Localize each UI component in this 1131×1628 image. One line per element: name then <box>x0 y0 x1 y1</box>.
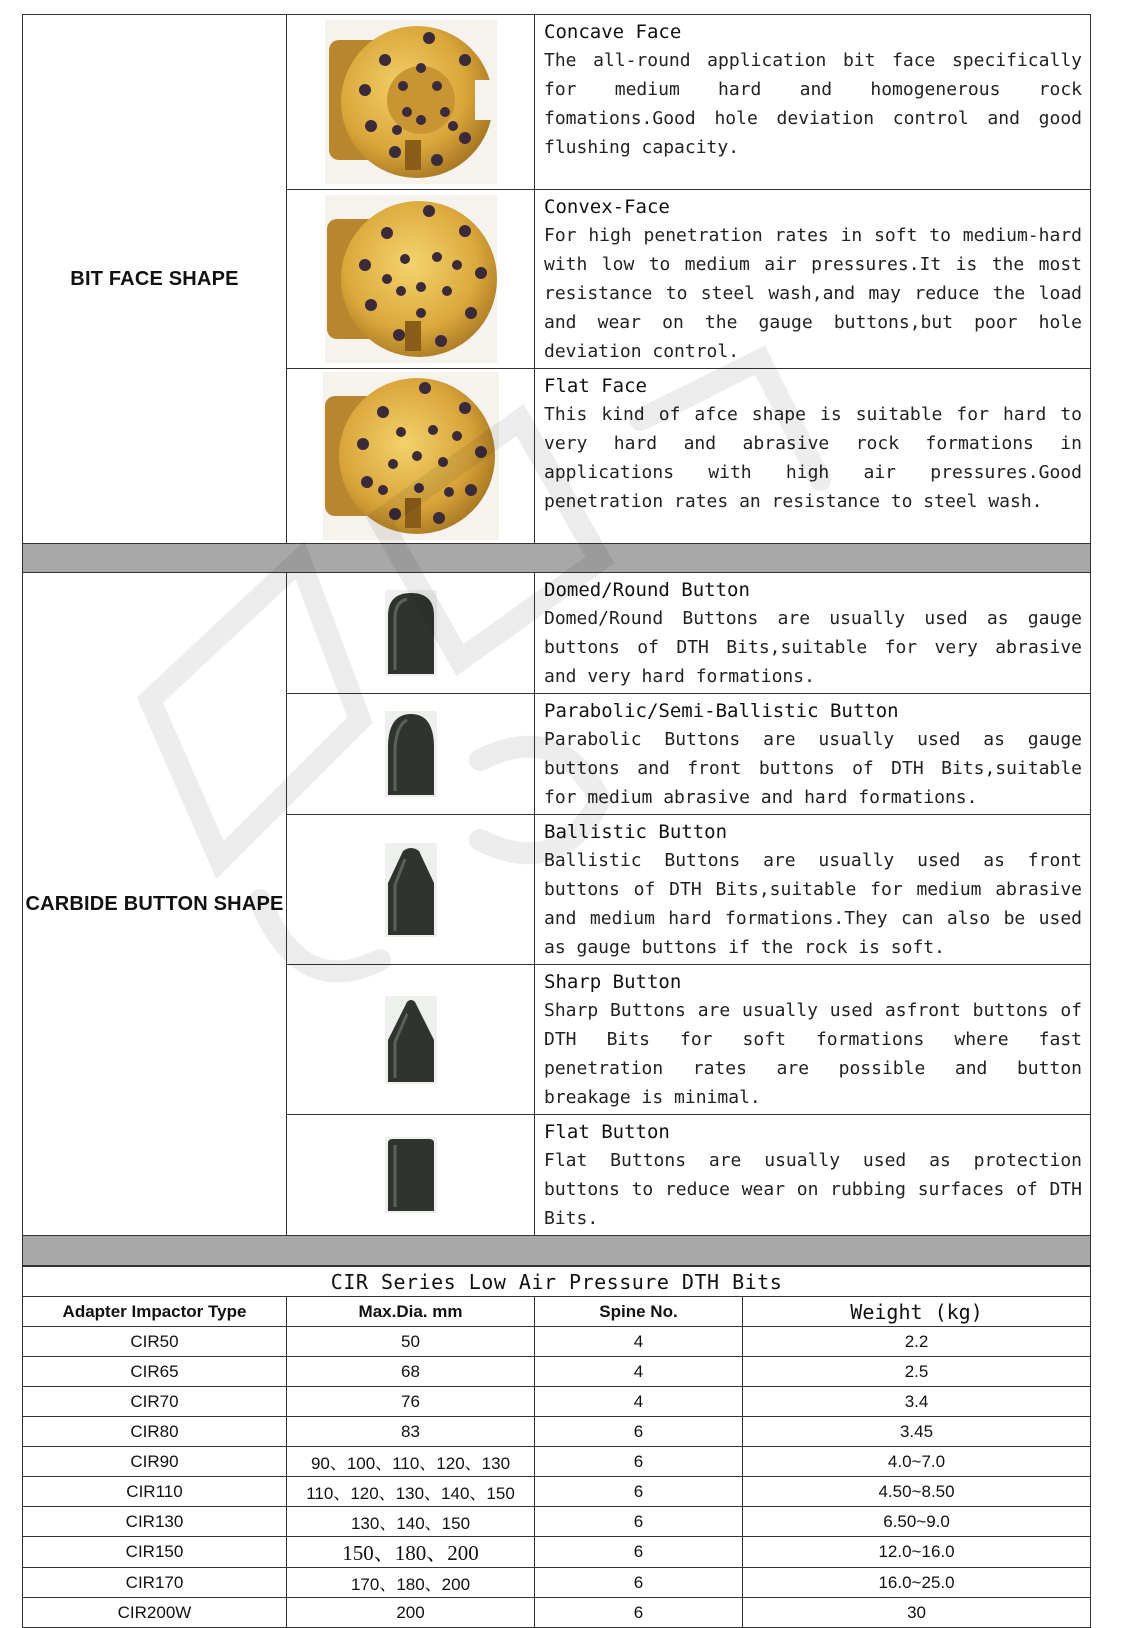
cell-spine-no: 6 <box>535 1568 743 1598</box>
ballistic-button-description <box>535 815 1091 965</box>
separator-bar <box>23 544 1091 573</box>
domed-button-body: Domed/Round Buttons are usually used as gauge buttons of DTH Bits,suitable for very abrasive and very hard formations. <box>544 608 1082 687</box>
cell-type: CIR200W <box>23 1598 287 1628</box>
cell-type: CIR90 <box>23 1447 287 1477</box>
parabolic-button-image-cell <box>287 694 535 815</box>
convex-face-description <box>535 190 1091 369</box>
table-row <box>23 1537 1091 1568</box>
sharp-button-description <box>535 965 1091 1115</box>
flat-button-body: Flat Buttons are usually used as protection buttons to reduce wear on rubbing surfaces of DTH Bits. <box>544 1150 1082 1229</box>
domed-button-title: Domed/Round Button <box>544 579 750 601</box>
cell-spine-no: 6 <box>535 1447 743 1477</box>
cell-weight: 12.0~16.0 <box>743 1537 1091 1568</box>
cell-weight: 16.0~25.0 <box>743 1568 1091 1598</box>
domed-button-icon <box>385 590 437 676</box>
ballistic-button-image-cell <box>287 815 535 965</box>
flat-button-description <box>535 1115 1091 1236</box>
parabolic-button-title: Parabolic/Semi-Ballistic Button <box>544 700 899 722</box>
concave-face-body: The all-round application bit face specifically for medium hard and homogenerous rock fomations.Good hole deviation control and good flushing capacity. <box>544 50 1082 158</box>
concave-face-title: Concave Face <box>544 21 682 43</box>
cell-spine-no: 6 <box>535 1507 743 1537</box>
header-max-dia: Max.Dia. mm <box>287 1297 535 1327</box>
concave-face-image-cell <box>287 15 535 190</box>
cir-spec-table <box>22 1266 1091 1628</box>
separator-bar-2 <box>23 1236 1091 1266</box>
ballistic-button-body: Ballistic Buttons are usually used as front buttons of DTH Bits,suitable for medium abrasive and medium hard formations.They can also be used as gauge buttons if the rock is soft. <box>544 850 1082 958</box>
cell-spine-no: 4 <box>535 1327 743 1357</box>
header-weight: Weight (kg) <box>743 1297 1091 1327</box>
flat-face-body: This kind of afce shape is suitable for hard to very hard and abrasive rock formations in applications with high air pressures.Good penetration rates an resistance to steel wash. <box>544 404 1082 512</box>
table-row <box>23 1477 1091 1507</box>
flat-button-image-cell <box>287 1115 535 1236</box>
cell-max-dia: 90、100、110、120、130 <box>287 1447 535 1477</box>
convex-face-title: Convex-Face <box>544 196 670 218</box>
cell-spine-no: 6 <box>535 1477 743 1507</box>
cell-spine-no: 4 <box>535 1357 743 1387</box>
cell-type: CIR150 <box>23 1537 287 1568</box>
sharp-button-title: Sharp Button <box>544 971 682 993</box>
carbide-section-label: CARBIDE BUTTON SHAPE <box>23 573 287 1236</box>
cell-type: CIR65 <box>23 1357 287 1387</box>
convex-face-body: For high penetration rates in soft to medium-hard with low to medium air pressures.It is the most resistance to steel wash,and may reduce the load and wear on the gauge buttons,but poor hole deviation control. <box>544 225 1082 362</box>
bit-face-row-1 <box>23 15 1091 190</box>
cell-weight: 30 <box>743 1598 1091 1628</box>
ballistic-button-title: Ballistic Button <box>544 821 728 843</box>
domed-button-description <box>535 573 1091 694</box>
spec-title-row <box>23 1267 1091 1297</box>
cell-weight: 2.5 <box>743 1357 1091 1387</box>
cell-type: CIR110 <box>23 1477 287 1507</box>
sharp-button-icon <box>385 996 437 1084</box>
cell-max-dia: 200 <box>287 1598 535 1628</box>
table-row <box>23 1327 1091 1357</box>
sharp-button-image-cell <box>287 965 535 1115</box>
cell-spine-no: 4 <box>535 1387 743 1417</box>
flat-face-description <box>535 369 1091 544</box>
convex-face-image-cell <box>287 190 535 369</box>
parabolic-button-body: Parabolic Buttons are usually used as gauge buttons and front buttons of DTH Bits,suitable for medium abrasive and hard formations. <box>544 729 1082 808</box>
concave-face-description <box>535 15 1091 190</box>
cell-max-dia: 150、180、200 <box>287 1537 535 1568</box>
cell-max-dia: 110、120、130、140、150 <box>287 1477 535 1507</box>
cell-weight: 4.0~7.0 <box>743 1447 1091 1477</box>
ballistic-button-icon <box>385 843 437 937</box>
carbide-row-1 <box>23 573 1091 694</box>
spec-header-row <box>23 1297 1091 1327</box>
section-separator-2 <box>23 1236 1091 1266</box>
cell-spine-no: 6 <box>535 1598 743 1628</box>
flat-face-image-cell <box>287 369 535 544</box>
section-separator <box>23 544 1091 573</box>
table-row <box>23 1568 1091 1598</box>
cell-type: CIR70 <box>23 1387 287 1417</box>
flat-button-icon <box>385 1137 437 1213</box>
table-row <box>23 1598 1091 1628</box>
table-row <box>23 1507 1091 1537</box>
parabolic-button-icon <box>385 711 437 797</box>
header-spine-no: Spine No. <box>535 1297 743 1327</box>
domed-button-image-cell <box>287 573 535 694</box>
bit-face-section-label: BIT FACE SHAPE <box>23 15 287 544</box>
table-row <box>23 1447 1091 1477</box>
spec-table-body <box>23 1327 1091 1628</box>
flat-face-title: Flat Face <box>544 375 647 397</box>
cell-weight: 6.50~9.0 <box>743 1507 1091 1537</box>
cell-weight: 4.50~8.50 <box>743 1477 1091 1507</box>
cell-type: CIR50 <box>23 1327 287 1357</box>
cell-max-dia: 50 <box>287 1327 535 1357</box>
cell-max-dia: 130、140、150 <box>287 1507 535 1537</box>
cell-type: CIR80 <box>23 1417 287 1447</box>
cell-weight: 3.4 <box>743 1387 1091 1417</box>
convex-face-bit-icon <box>325 195 497 363</box>
flat-button-title: Flat Button <box>544 1121 670 1143</box>
table-row <box>23 1387 1091 1417</box>
cell-type: CIR130 <box>23 1507 287 1537</box>
sharp-button-body: Sharp Buttons are usually used asfront buttons of DTH Bits for soft formations where fast penetration rates are possible and button breakage is minimal. <box>544 1000 1082 1108</box>
cell-max-dia: 76 <box>287 1387 535 1417</box>
cell-weight: 3.45 <box>743 1417 1091 1447</box>
flat-face-bit-icon <box>323 372 499 540</box>
table-row <box>23 1357 1091 1387</box>
shape-table <box>22 14 1091 1266</box>
cell-spine-no: 6 <box>535 1537 743 1568</box>
cell-max-dia: 170、180、200 <box>287 1568 535 1598</box>
spec-table-title: CIR Series Low Air Pressure DTH Bits <box>23 1267 1091 1297</box>
cell-type: CIR170 <box>23 1568 287 1598</box>
cell-max-dia: 68 <box>287 1357 535 1387</box>
header-adapter-type: Adapter Impactor Type <box>23 1297 287 1327</box>
parabolic-button-description <box>535 694 1091 815</box>
cell-weight: 2.2 <box>743 1327 1091 1357</box>
cell-max-dia: 83 <box>287 1417 535 1447</box>
table-row <box>23 1417 1091 1447</box>
concave-face-bit-icon <box>325 20 497 184</box>
cell-spine-no: 6 <box>535 1417 743 1447</box>
product-sheet <box>22 14 1090 1628</box>
